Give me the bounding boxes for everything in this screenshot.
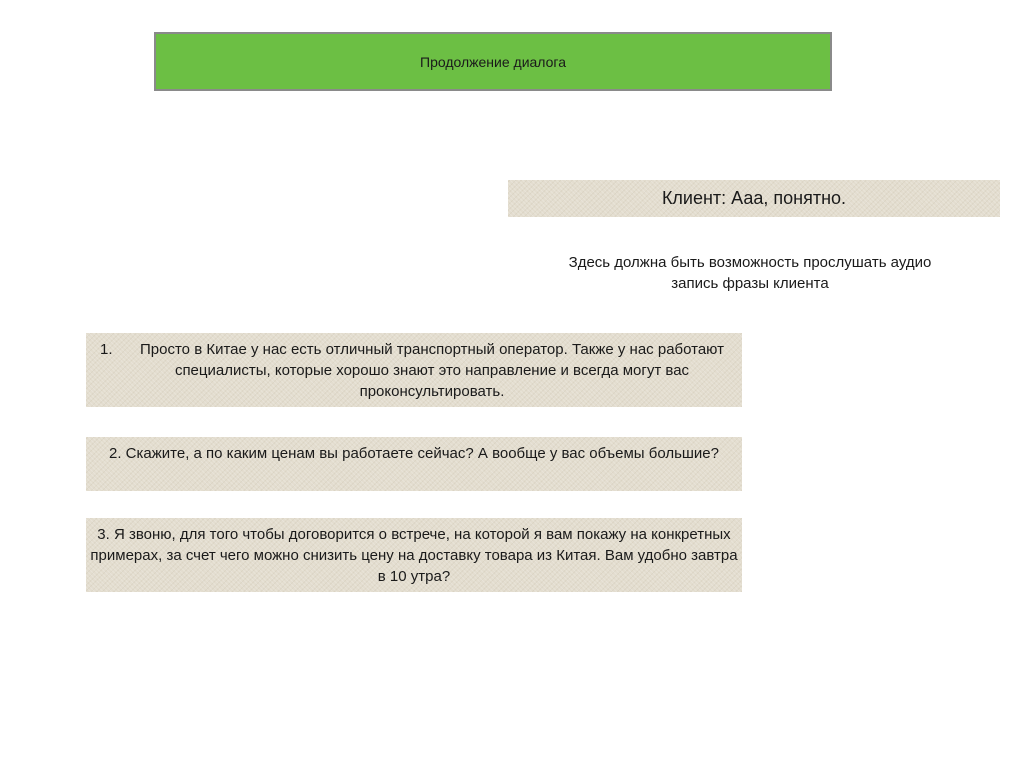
audio-note-line-1: Здесь должна быть возможность прослушать аудио xyxy=(568,254,932,271)
audio-note-line-2: запись фразы клиента xyxy=(671,275,829,292)
answer-option-1-number: 1. xyxy=(100,341,113,358)
answer-option-1-row xyxy=(100,339,730,402)
client-reply-text: Клиент: Ааа, понятно. xyxy=(661,188,847,208)
answer-option-1[interactable] xyxy=(86,333,742,407)
answer-option-1-text: Просто в Китае у нас есть отличный транспортный оператор. Также у нас работают специалисты, которые хорошо знают это направление и всегда могут вас проконсультировать. xyxy=(140,341,724,400)
answer-option-3[interactable] xyxy=(86,518,742,592)
dialog-title: Продолжение диалога xyxy=(420,53,566,70)
client-reply-box xyxy=(508,180,1000,217)
answer-option-2[interactable] xyxy=(86,437,742,491)
audio-note xyxy=(512,252,988,294)
answer-option-3-text: 3. Я звоню, для того чтобы договорится о встрече, на которой я вам покажу на конкретных примерах, за счет чего можно снизить цену на доставку товара из Китая. Вам удобно завтра в 10 утра? xyxy=(90,526,738,585)
dialog-title-banner xyxy=(154,32,832,91)
answer-option-2-text: 2. Скажите, а по каким ценам вы работаете сейчас? А вообще у вас объемы большие? xyxy=(109,445,719,462)
